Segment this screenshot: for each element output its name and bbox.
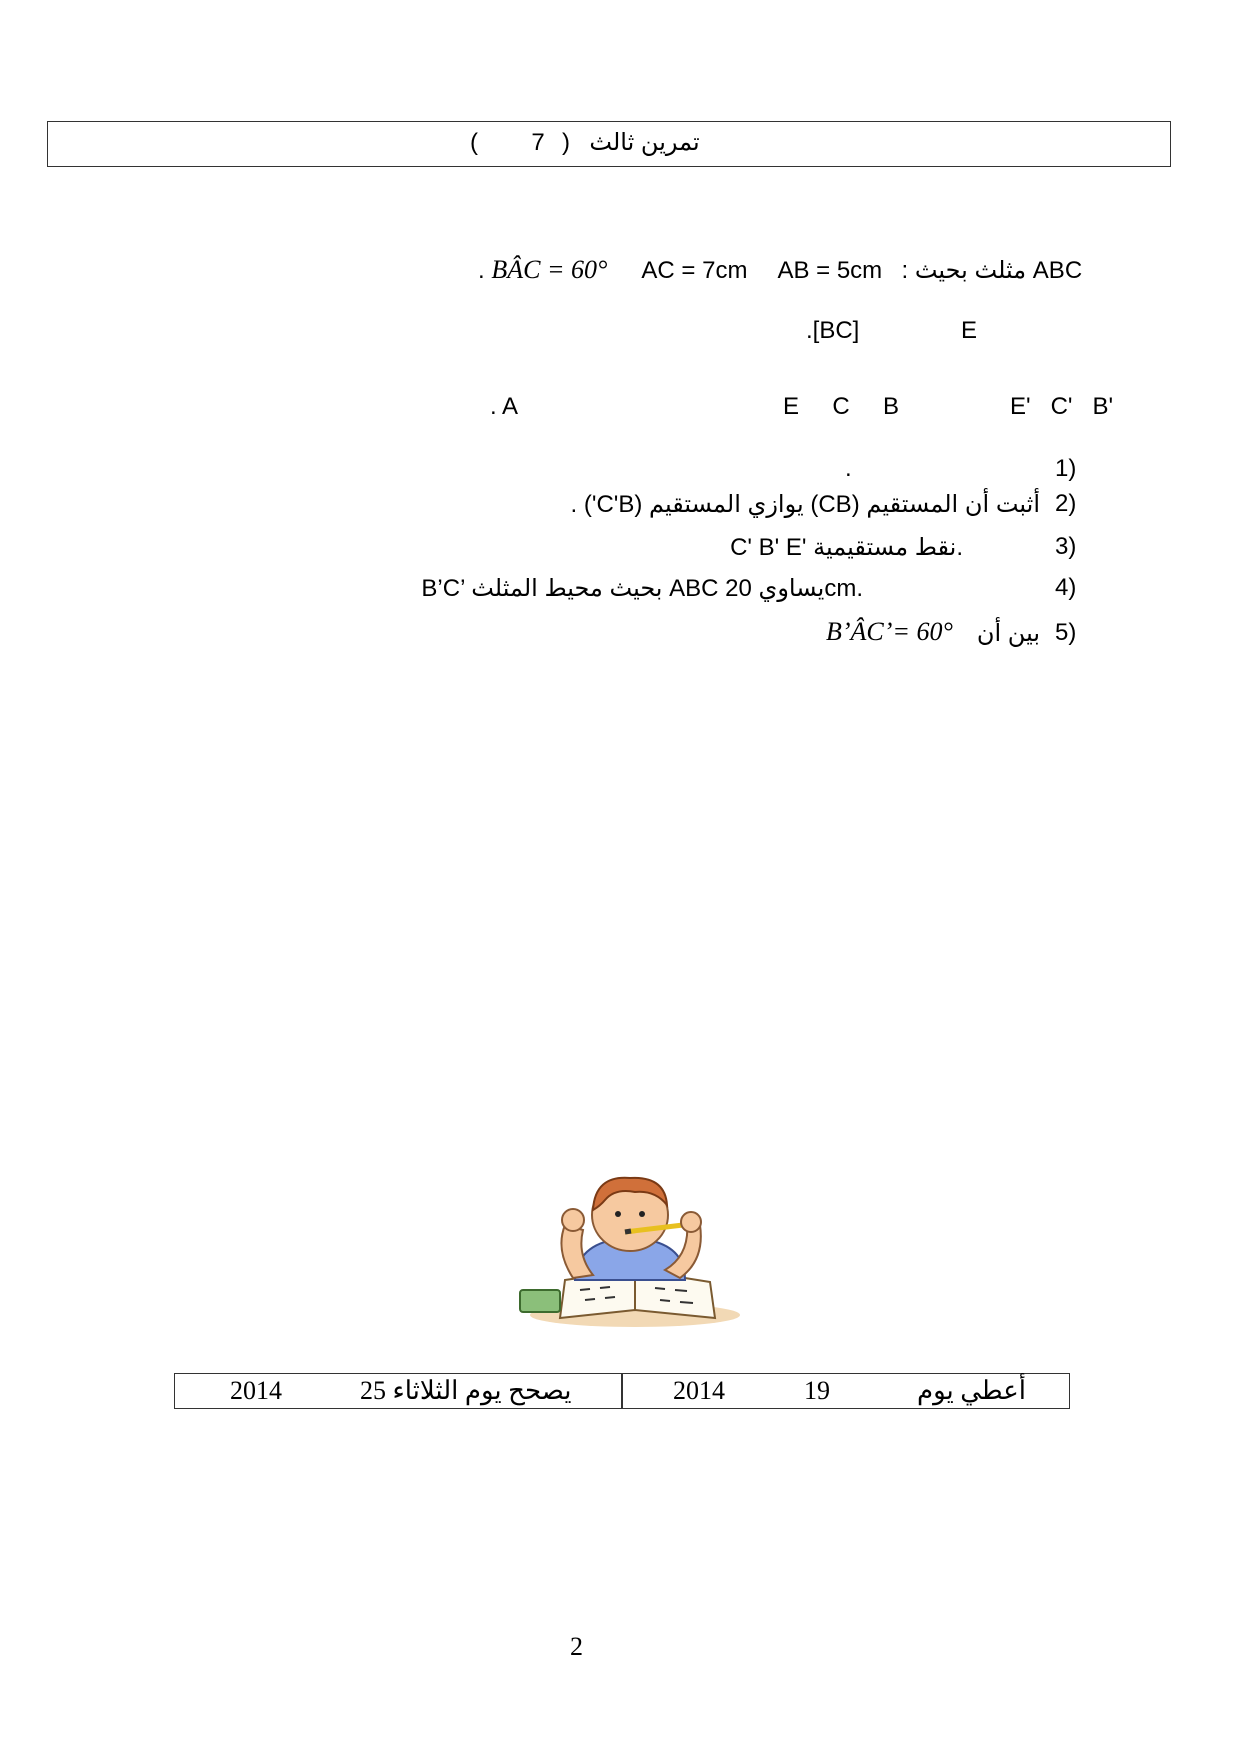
- footer-corrected-year: 2014: [230, 1376, 282, 1405]
- line3-primes: E' C' B': [1010, 393, 1114, 420]
- question-5-text: بين أن: [976, 620, 1040, 647]
- question-5-number: 5): [1055, 619, 1077, 646]
- question-5-math: B’ÂC’= 60°: [826, 617, 953, 646]
- statement-angle: BÂC = 60°: [491, 255, 608, 284]
- question-4-number: 4): [1055, 574, 1077, 601]
- question-3-text: C' B' E' نقط مستقيمية.: [730, 534, 963, 561]
- statement-ab: AB = 5cm: [777, 257, 883, 284]
- statement-end-dot: .: [478, 257, 485, 284]
- line3-ecb: E C B: [783, 393, 900, 420]
- footer-given-label: أعطي يوم: [917, 1376, 1027, 1405]
- statement-ac: AC = 7cm: [641, 257, 748, 284]
- question-1-number: 1): [1055, 455, 1077, 482]
- footer-divider: [621, 1373, 623, 1409]
- question-4-text: B’C’ بحيث محيط المثلث ABC يساوي 20cm.: [421, 575, 863, 602]
- statement-intro: ABC مثلث بحيث :: [901, 257, 1083, 284]
- question-2-text: أثبت أن المستقيم (CB) يوازي المستقيم (C'B') .: [570, 491, 1040, 518]
- question-2-number: 2): [1055, 490, 1077, 517]
- question-1-text: .: [845, 455, 852, 482]
- line2-bc: .[BC]: [806, 317, 860, 344]
- footer-corrected-label: يصحح يوم الثلاثاء 25: [360, 1376, 572, 1405]
- header-open-paren: (: [470, 129, 478, 156]
- header-close-paren: ): [562, 129, 571, 156]
- footer-given-year: 2014: [673, 1376, 725, 1405]
- exercise-header-title: [470, 128, 700, 157]
- footer-given-day: 19: [804, 1376, 830, 1405]
- line3-a: . A: [490, 393, 519, 420]
- student-studying-icon: [515, 1170, 745, 1330]
- question-3-number: 3): [1055, 533, 1077, 560]
- header-title-text: تمرين ثالث: [589, 129, 700, 156]
- statement-line: [478, 255, 1082, 285]
- header-points: 7: [531, 129, 545, 156]
- line2-e: E: [961, 317, 978, 344]
- page-number: 2: [570, 1632, 583, 1661]
